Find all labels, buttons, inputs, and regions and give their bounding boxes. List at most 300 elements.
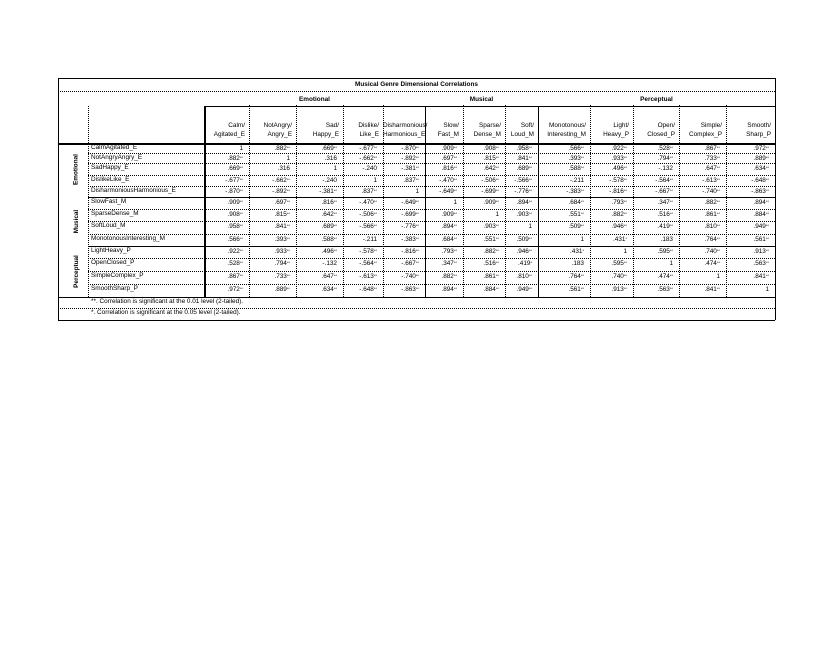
significance-marker: ** [580,286,584,291]
significance-marker: ** [415,223,419,228]
significance-marker: ** [669,177,673,182]
correlation-value: .909 [227,199,240,206]
correlation-value: -.648 [751,177,766,184]
significance-marker: ** [239,273,243,278]
correlation-value: .634 [753,165,766,172]
correlation-value: .595 [611,260,624,267]
significance-marker: ** [286,248,290,253]
correlation-cell [343,199,377,206]
correlation-value: .669 [321,145,334,152]
correlation-cell [204,199,243,206]
correlation-cell [204,248,243,255]
correlation-value: .882 [704,199,717,206]
correlation-value: 1 [333,165,337,172]
correlation-value: .516 [657,211,670,218]
group-column-divider [88,106,89,297]
correlation-cell [679,260,720,267]
correlation-value: .913 [753,248,766,255]
correlation-cell [343,188,377,195]
correlation-cell [679,273,720,280]
correlation-cell [249,236,290,243]
correlation-cell [249,188,290,195]
column-header-line: Loud_M [510,131,534,138]
significance-marker: ** [453,273,457,278]
correlation-value: .183 [571,260,584,267]
correlation-value: .733 [274,273,287,280]
significance-marker: ** [415,165,419,170]
correlation-value: .903 [516,211,529,218]
correlation-cell [633,199,673,206]
correlation-value: .566 [227,236,240,243]
correlation-cell [505,188,532,195]
correlation-value: 1 [528,223,532,230]
significance-marker: ** [453,223,457,228]
correlation-cell [726,188,769,195]
correlation-cell [204,260,243,267]
correlation-cell [538,188,584,195]
significance-marker: ** [239,155,243,160]
significance-marker: ** [528,145,532,150]
significance-marker: ** [453,236,457,241]
significance-marker: ** [669,248,673,253]
column-header [425,121,459,139]
row-group-label-perceptual: Perceptual [72,254,80,288]
correlation-cell [679,199,720,206]
correlation-cell [463,211,499,218]
significance-marker: ** [373,199,377,204]
column-header-line: Heavy_P [603,131,629,138]
significance-marker: ** [623,188,627,193]
correlation-value: -.566 [359,223,374,230]
significance-marker: ** [495,155,499,160]
correlation-cell [505,248,532,255]
significance-marker: ** [415,177,419,182]
correlation-value: -.677 [359,145,374,152]
correlation-cell [343,236,377,243]
row-label: OpenClosed_P [91,259,135,266]
correlation-value: .841 [753,273,766,280]
correlation-value: .740 [704,248,717,255]
significance-marker: ** [453,155,457,160]
correlation-value: .595 [657,248,670,255]
correlation-cell [296,211,337,218]
correlation-cell [633,248,673,255]
correlation-value: -.506 [481,177,496,184]
correlation-value: -.699 [481,188,496,195]
correlation-cell [383,145,419,152]
correlation-cell [383,286,419,293]
correlation-cell [726,223,769,230]
row-divider [88,221,775,222]
correlation-value: .958 [227,223,240,230]
significance-marker: ** [239,236,243,241]
correlation-cell [296,155,337,162]
significance-marker: ** [415,273,419,278]
significance-marker: ** [373,188,377,193]
significance-marker: ** [495,199,499,204]
correlation-value: -.870 [225,188,240,195]
correlation-value: .642 [321,211,334,218]
column-header-line: Monotonous/ [549,122,586,129]
significance-marker: ** [623,145,627,150]
significance-marker: ** [415,236,419,241]
significance-marker: ** [495,248,499,253]
correlation-cell [425,236,457,243]
correlation-value: .815 [483,155,496,162]
column-divider [383,105,384,297]
significance-marker: ** [716,286,720,291]
correlation-cell [204,286,243,293]
row-divider [88,258,775,259]
correlation-value: .528 [657,145,670,152]
correlation-cell [505,145,532,152]
significance-marker: ** [528,236,532,241]
significance-marker: ** [716,211,720,216]
significance-marker: ** [623,223,627,228]
correlation-cell [249,273,290,280]
row-label: NotAngryAngry_E [91,154,143,161]
correlation-value: -.892 [272,188,287,195]
correlation-value: -.578 [609,177,624,184]
significance-marker: ** [765,145,769,150]
significance-marker: ** [528,248,532,253]
correlation-cell [538,260,584,267]
significance-marker: ** [286,223,290,228]
correlation-value: .496 [611,165,624,172]
correlation-cell [296,248,337,255]
correlation-cell [590,223,627,230]
correlation-cell [590,273,627,280]
correlation-cell [383,211,419,218]
correlation-value: -.699 [401,211,416,218]
row-label: MonotonousInteresting_M [91,235,165,242]
correlation-value: -.383 [401,236,416,243]
correlation-value: -.649 [439,188,454,195]
correlation-value: .889 [274,286,287,293]
significance-marker: ** [623,165,627,170]
correlation-cell [633,145,673,152]
correlation-value: .528 [227,260,240,267]
correlation-value: -.240 [322,177,337,184]
correlation-value: .764 [568,273,581,280]
significance-marker: ** [286,286,290,291]
significance-marker: ** [333,145,337,150]
correlation-value: .566 [568,145,581,152]
significance-marker: ** [623,286,627,291]
correlation-cell [296,199,337,206]
correlation-value: -.564 [359,260,374,267]
correlation-cell [726,211,769,218]
correlation-value: -.383 [566,188,581,195]
correlation-value: .841 [516,155,529,162]
correlation-value: .419 [657,223,670,230]
correlation-cell [679,211,720,218]
correlation-value: -.662 [359,155,374,162]
correlation-value: .894 [441,286,454,293]
correlation-value: .882 [611,211,624,218]
significance-marker: ** [415,155,419,160]
correlation-value: .894 [441,223,454,230]
correlation-cell [538,145,584,152]
column-header [538,121,586,139]
significance-marker: ** [333,273,337,278]
correlation-cell [425,211,457,218]
column-header [679,121,722,139]
significance-marker: ** [373,145,377,150]
correlation-cell [505,199,532,206]
correlation-value: .561 [568,286,581,293]
row-divider [88,284,775,285]
correlation-cell [296,236,337,243]
row-label: SimpleComplex_P [91,272,144,279]
correlation-value: 1 [716,273,720,280]
significance-marker: ** [716,223,720,228]
significance-marker: ** [415,286,419,291]
column-header-line: Harmonious_E [383,131,426,138]
correlation-cell [463,177,499,184]
significance-marker: ** [580,145,584,150]
group-header-emotional: Emotional [299,96,330,103]
correlation-cell [204,177,243,184]
correlation-cell [343,248,377,255]
table-left-border [58,78,59,320]
correlation-cell [463,199,499,206]
correlation-cell [463,236,499,243]
correlation-value: 1 [286,155,290,162]
significance-marker: ** [528,188,532,193]
significance-marker: ** [528,211,532,216]
row-divider [88,246,775,247]
significance-marker: ** [333,223,337,228]
row-group-label-emotional: Emotional [72,154,80,185]
significance-marker: ** [623,177,627,182]
correlation-value: .867 [704,145,717,152]
correlation-cell [590,211,627,218]
correlation-value: -.662 [272,177,287,184]
significance-marker: ** [669,199,673,204]
correlation-value: .972 [753,145,766,152]
label-column-divider [204,106,206,297]
correlation-cell [463,188,499,195]
correlation-cell [343,155,377,162]
column-header-line: Like_E [359,131,379,138]
correlation-value: -.863 [401,286,416,293]
significance-marker: ** [528,155,532,160]
correlation-value: -.240 [362,165,377,172]
correlation-cell [249,155,290,162]
correlation-value: 1 [623,248,627,255]
significance-marker: ** [765,177,769,182]
significance-marker: * [582,248,584,253]
column-divider [296,105,297,297]
significance-marker: ** [453,145,457,150]
column-header-line: Sharp_P [746,131,771,138]
correlation-cell [633,155,673,162]
correlation-cell [538,273,584,280]
row-group-label-musical: Musical [72,209,80,233]
correlation-cell [204,188,243,195]
correlation-value: .972 [227,286,240,293]
significance-marker: ** [286,199,290,204]
correlation-value: -.870 [401,145,416,152]
column-header-line: NotAngry/ [263,122,292,129]
significance-marker: ** [765,211,769,216]
column-header-line: Disharmonious/ [383,122,428,129]
column-header-line: Interesting_M [547,131,586,138]
correlation-cell [463,260,499,267]
row-label: DisharmoniousHarmonious_E [91,187,176,194]
significance-marker: ** [453,188,457,193]
correlation-value: -.892 [401,155,416,162]
column-header [633,121,675,139]
significance-marker: ** [716,165,720,170]
significance-marker: ** [495,273,499,278]
correlation-value: .316 [277,165,290,172]
significance-marker: ** [623,199,627,204]
correlation-value: .689 [321,223,334,230]
correlation-value: .946 [516,248,529,255]
row-divider [88,153,775,154]
correlation-cell [590,286,627,293]
correlation-cell [633,236,673,243]
correlation-value: .697 [274,199,287,206]
correlation-cell [383,199,419,206]
correlation-value: .810 [516,273,529,280]
column-header-line: Sparse/ [478,122,501,129]
correlation-value: .884 [753,211,766,218]
significance-marker: ** [580,199,584,204]
correlation-value: -.667 [655,188,670,195]
correlation-cell [296,188,337,195]
significance-marker: ** [669,155,673,160]
column-header-line: Closed_P [647,131,675,138]
correlation-value: -.566 [514,177,529,184]
correlation-value: .474 [657,273,670,280]
correlation-value: .509 [516,236,529,243]
significance-marker: ** [669,273,673,278]
row-divider [88,197,204,198]
correlation-value: .882 [227,155,240,162]
significance-marker: ** [669,188,673,193]
correlation-value: .909 [483,199,496,206]
significance-marker: ** [373,155,377,160]
correlation-cell [343,145,377,152]
correlation-cell [538,155,584,162]
significance-marker: ** [495,260,499,265]
correlation-value: -.863 [751,188,766,195]
column-header-line: Fast_M [437,131,459,138]
row-divider [88,175,775,176]
correlation-cell [726,145,769,152]
significance-marker: ** [623,260,627,265]
correlation-value: -.381 [401,165,416,172]
significance-marker: ** [373,248,377,253]
correlation-value: .642 [483,165,496,172]
correlation-value: 1 [495,211,499,218]
table-body-bottom [58,297,775,298]
group-divider [204,106,775,107]
correlation-cell [343,165,377,172]
column-divider [679,105,680,297]
correlation-cell [425,165,457,172]
column-header [249,121,292,139]
correlation-cell [726,155,769,162]
correlation-cell [204,145,243,152]
significance-marker: ** [286,145,290,150]
significance-marker: ** [716,145,720,150]
correlation-cell [204,273,243,280]
correlation-cell [204,236,243,243]
correlation-value: -.211 [569,177,584,184]
correlation-value: .793 [611,199,624,206]
row-label: SparseDense_M [91,210,139,217]
correlation-cell [463,273,499,280]
table-title: Musical Genre Dimensional Correlations [355,81,478,88]
correlation-cell [296,177,337,184]
correlation-value: -.740 [401,273,416,280]
correlation-cell [463,286,499,293]
row-label: CalmAgitated_E [91,144,138,151]
correlation-cell [726,273,769,280]
correlation-value: -.648 [359,286,374,293]
correlation-cell [726,177,769,184]
correlation-value: .347 [657,199,670,206]
column-header-line: Complex_P [688,131,722,138]
correlation-cell [679,177,720,184]
correlation-value: -.740 [702,188,717,195]
column-header [726,121,771,139]
row-label: DislikeLike_E [91,176,130,183]
correlation-cell [249,177,290,184]
correlation-cell [538,286,584,293]
significance-marker: ** [453,177,457,182]
correlation-cell [425,223,457,230]
significance-marker: ** [669,145,673,150]
significance-marker: ** [415,145,419,150]
correlation-cell [633,286,673,293]
correlation-cell [538,248,584,255]
significance-marker: ** [239,177,243,182]
significance-marker: ** [495,286,499,291]
significance-marker: ** [415,211,419,216]
significance-marker: ** [528,165,532,170]
correlation-cell [633,177,673,184]
significance-marker: ** [669,286,673,291]
correlation-cell [383,223,419,230]
significance-marker: ** [716,248,720,253]
significance-marker: ** [495,188,499,193]
correlation-cell [383,177,419,184]
correlation-value: .816 [321,199,334,206]
correlation-cell [425,177,457,184]
correlation-cell [383,236,419,243]
correlation-value: 1 [239,145,243,152]
correlation-cell [726,165,769,172]
correlation-value: .561 [753,236,766,243]
correlation-cell [538,236,584,243]
correlation-cell [726,286,769,293]
correlation-value: .889 [753,155,766,162]
correlation-value: .913 [611,286,624,293]
significance-marker: ** [716,155,720,160]
correlation-value: -.132 [322,260,337,267]
correlation-cell [383,165,419,172]
table-right-border [775,78,776,320]
footnote: **. Correlation is significant at the 0.01 level (2-tailed). [91,298,244,305]
correlation-cell [590,177,627,184]
correlation-cell [296,165,337,172]
significance-marker: ** [415,199,419,204]
